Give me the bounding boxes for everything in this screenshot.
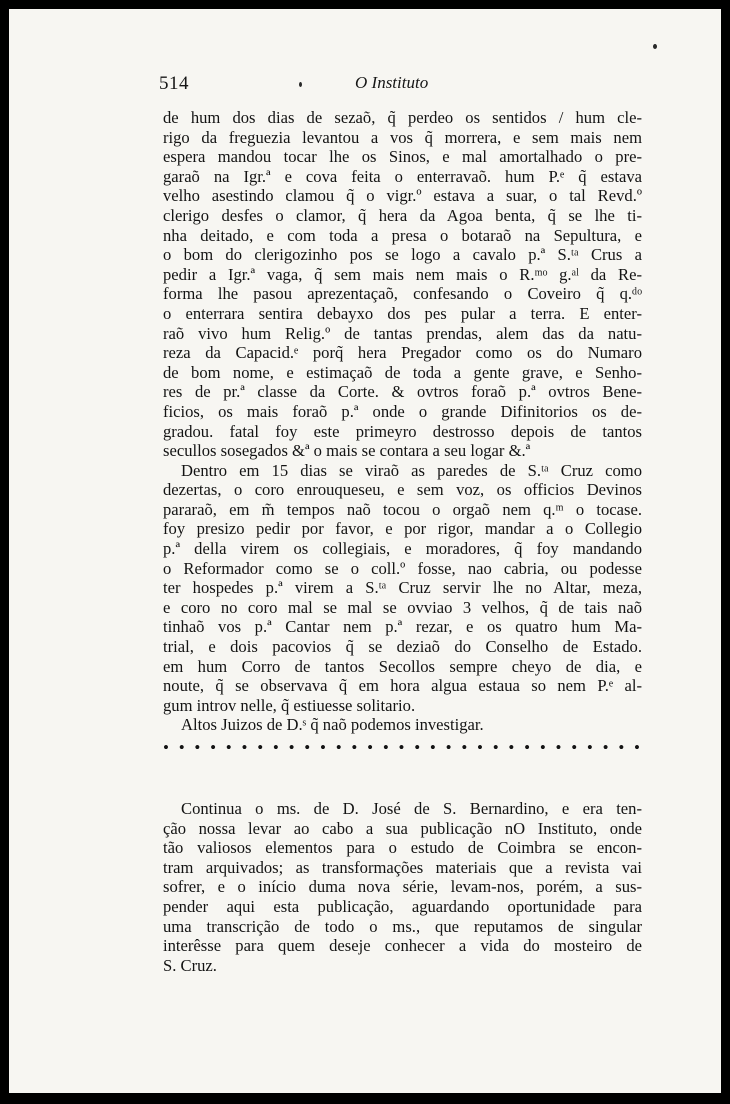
text-line: espera mandou tocar lhe os Sinos, e mal amortalhado o pre- xyxy=(163,147,642,167)
text-line: gradou. fatal foy este primeyro destrosso depois de tantos xyxy=(163,421,642,441)
paragraph-3 xyxy=(163,715,642,735)
text-line: ção nossa levar ao cabo a sua publicação nO Instituto, onde xyxy=(163,818,642,838)
text-line: velho asestindo clamou q̃ o vigr.º estava a suar, o tal Revd.º xyxy=(163,186,642,206)
text-line: clerigo desfes o clamor, q̃ hera da Agoa benta, q̃ se lhe ti- xyxy=(163,205,642,225)
text-line: nha deitado, e com toda a presa o botaraõ na Sepultura, e xyxy=(163,225,642,245)
text-line: p.ª della virem os collegiais, e moradores, q̃ foy mandando xyxy=(163,539,642,559)
text-line: dezertas, o coro enrouqueseu, e sem voz, os officios Devinos xyxy=(163,480,642,500)
text-line: sofrer, e o início duma nova série, levam-nos, porém, a sus- xyxy=(163,877,642,897)
scan-speck xyxy=(299,82,302,87)
editorial-note xyxy=(163,799,642,975)
scanned-page xyxy=(9,9,721,1093)
text-line: garaõ na Igr.ª e cova feita o enterravaõ. hum P.ᵉ q̃ estava xyxy=(163,166,642,186)
text-line: Altos Juizos de D.ˢ q̃ naõ podemos investigar. xyxy=(181,715,484,735)
page-number: 514 xyxy=(159,73,189,94)
dotted-separator: • • • • • • • • • • • • • • • • • • • • • • • • • • • • • • • xyxy=(163,738,642,757)
body-text xyxy=(163,108,642,975)
text-line: forma lhe pasou aprezentaçaõ, confesando o Coveiro q̃ q.ᵈᵒ xyxy=(163,284,642,304)
text-line: o enterrara sentira debayxo dos pes pular a terra. E enter- xyxy=(163,303,642,323)
text-line: uma transcrição de todo o ms., que reputamos de singular xyxy=(163,916,642,936)
text-line: em hum Corro de tantos Secollos sempre cheyo de dia, e xyxy=(163,656,642,676)
text-line: gum introv nelle, q̃ estiuesse solitario. xyxy=(163,695,416,715)
text-line: secullos sosegados &ª o mais se contara a seu logar &.ª xyxy=(163,441,531,461)
paragraph-1 xyxy=(163,108,642,461)
text-line: pedir a Igr.ª vaga, q̃ sem mais nem mais o R.ᵐᵒ g.ᵃˡ da Re- xyxy=(163,264,642,284)
text-line: ficios, os mais foraõ p.ª onde o grande Difinitorios os de- xyxy=(163,401,642,421)
text-line: ter hospedes p.ª virem a S.ᵗᵃ Cruz servir lhe no Altar, meza, xyxy=(163,578,642,598)
text-line: e coro no coro mal se mal se ovviao 3 velhos, q̃ de tais naõ xyxy=(163,597,642,617)
page-header xyxy=(159,73,499,97)
text-line: de bom nome, e estimaçaõ de toda a gente grave, e Senho- xyxy=(163,362,642,382)
text-line: noute, q̃ se observava q̃ em hora algua estaua so nem P.ᵉ al- xyxy=(163,676,642,696)
text-line: rigo da freguezia levantou a vos q̃ morrera, e sem mais nem xyxy=(163,127,642,147)
text-line: tão valiosos elementos para o estudo de Coimbra se encon- xyxy=(163,838,642,858)
text-line: reza da Capacid.ᵉ porq̃ hera Pregador como os do Numaro xyxy=(163,343,642,363)
text-line: S. Cruz. xyxy=(163,955,217,975)
text-line: tinhaõ vos p.ª Cantar nem p.ª rezar, e os quatro hum Ma- xyxy=(163,617,642,637)
text-line: pender aqui esta publicação, aguardando oportunidade para xyxy=(163,896,642,916)
scan-speck xyxy=(653,44,657,49)
text-line: tram arquivados; as transformações materiais que a revista vai xyxy=(163,857,642,877)
paragraph-2 xyxy=(163,461,642,716)
text-line: Continua o ms. de D. José de S. Bernardino, e era ten- xyxy=(181,799,642,818)
text-line: Dentro em 15 dias se viraõ as paredes de S.ᵗᵃ Cruz como xyxy=(181,460,642,480)
text-line: o bom do clerigozinho pos se logo a cavalo p.ª S.ᵗᵃ Crus a xyxy=(163,245,642,265)
text-line: raõ vivo hum Relig.º de tantas prendas, alem das da natu- xyxy=(163,323,642,343)
running-title: O Instituto xyxy=(355,73,429,92)
text-line: foy presizo pedir por favor, e por rigor, mandar a o Collegio xyxy=(163,519,642,539)
text-line: pararaõ, em m̃ tempos naõ tocou o orgaõ nem q.ᵐ o tocase. xyxy=(163,499,642,519)
text-line: res de pr.ª classe da Corte. & ovtros foraõ p.ª ovtros Bene- xyxy=(163,382,642,402)
text-line: o Reformador como se o coll.º fosse, nao cabria, ou podesse xyxy=(163,558,642,578)
text-line: interêsse para quem deseje conhecer a vida do mosteiro de xyxy=(163,936,642,956)
text-line: de hum dos dias de sezaõ, q̃ perdeo os sentidos / hum cle- xyxy=(163,108,642,127)
text-line: trial, e dois pacovios q̃ se deziaõ do Conselho de Estado. xyxy=(163,637,642,657)
